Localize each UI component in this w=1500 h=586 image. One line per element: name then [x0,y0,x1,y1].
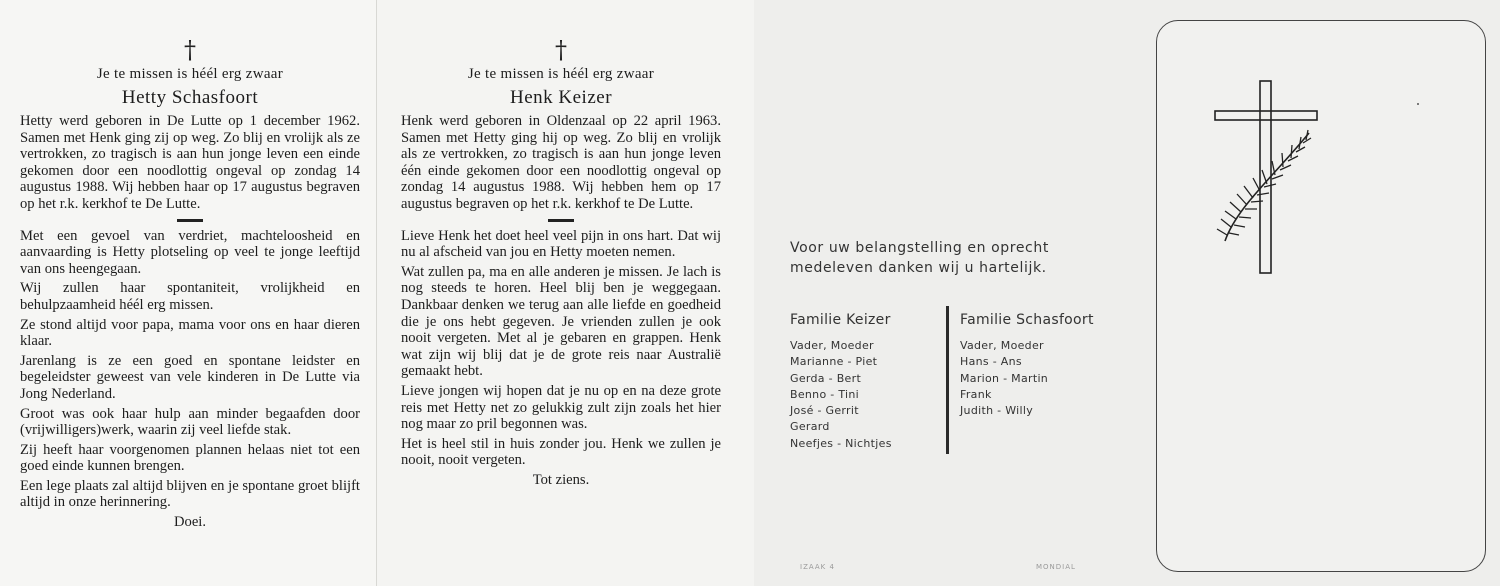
hetty-paragraph-4: Ze stond altijd voor papa, mama voor ons en haar dieren klaar. [20,316,360,350]
family-schasfoort [960,312,1120,419]
hetty-name: Hetty Schasfoort [121,87,259,108]
family-member: Gerard [790,420,830,434]
family-keizer-title: Familie Keizer [790,312,891,328]
hetty-panel [0,0,376,586]
hetty-paragraph-3: Wij zullen haar spontaniteit, vrolijkheid en behulpzaamheid héél erg missen. [20,280,360,313]
hetty-tagline: Je te missen is héél erg zwaar [96,66,284,82]
family-schasfoort-title: Familie Schasfoort [960,312,1094,328]
henk-paragraph-5: Het is heel stil in huis zonder jou. Henk we zullen je nooit, nooit vergeten. [401,435,721,469]
family-member: Frank [960,387,992,401]
henk-panel [376,0,754,586]
henk-paragraph-1: Henk werd geboren in Oldenzaal op 22 april 1963. Samen met Hetty ging hij op weg. Zo blij en vrolijk als ze vertrokken, zo tragisch is aan hun jonge leven één einde gekomen door een noodlottig ongeval op zondag 14 augustus 1988. Wij hebben hem op 17 augustus begraven op het r.k. kerkhof te De Lutte. [401,113,721,212]
hetty-paragraph-1: Hetty werd geboren in De Lutte op 1 december 1962. Samen met Henk ging zij op weg. Zo blij en vrolijk als ze vertrokken, zo tragisch is aan hun jonge leven een einde gekomen door een noodlottig ongeval op zondag 14 augustus 1988. Wij hebben haar op 17 augustus begraven op het r.k. kerkhof te De Lutte. [20,113,360,212]
hetty-paragraph-2: Met een gevoel van verdriet, machteloosheid en aanvaarding is Hetty plotseling op veel te jonge leeftijd van ons heengegaan. [20,227,360,277]
hetty-paragraph-7: Zij heeft haar voorgenomen plannen helaas niet tot een goed einde kunnen brengen. [20,441,360,475]
cover-panel [1140,0,1500,586]
family-divider [946,306,949,454]
family-member: Benno - Tini [790,387,860,401]
printer-mark: IZAAK 4 [800,563,835,571]
cross-with-palm-icon [1211,57,1331,297]
family-member: Gerda - Bert [790,371,862,385]
family-member: Marianne - Piet [790,355,878,369]
henk-column [401,38,721,489]
family-schasfoort-members [960,338,1120,419]
cross-icon: † [184,36,196,64]
hetty-paragraph-5: Jarenlang is ze een goed en spontane leidster en begeleidster geweest van vele kinderen in De Lutte via Jong Nederland. [20,352,360,402]
family-member: José - Gerrit [790,404,859,418]
henk-tagline: Je te missen is héél erg zwaar [467,66,655,82]
hetty-column [20,38,360,531]
henk-paragraph-2: Lieve Henk het doet heel veel pijn in ons hart. Dat wij nu al afscheid van jou en Hetty moeten nemen. [401,227,721,261]
henk-name: Henk Keizer [509,87,613,108]
family-member: Judith - Willy [960,404,1034,418]
family-member: Hans - Ans [960,355,1022,369]
cross-card [1156,20,1486,572]
divider [177,219,203,222]
henk-paragraph-3: Wat zullen pa, ma en alle anderen je missen. Je lach is nog steeds te horen. Heel blij ben je weggegaan. Dankbaar denken we terug aan alle liefde en goedheid die je ons hebt gegeven. Je vrienden zullen je ook nooit vergeten. Met al je gebaren en grappen. Henk wat zijn wij blij dat je de grote reis naar Australië gemaakt hebt. [401,263,721,380]
family-member: Vader, Moeder [960,339,1044,352]
family-member: Vader, Moeder [790,339,874,352]
henk-paragraph-4: Lieve jongen wij hopen dat je nu op en na deze grote reis met Hetty net zo gelukkig zult zijn zoals het hier nog maar zo pril begonnen was. [401,382,721,433]
family-keizer-members [790,338,940,452]
cross-icon: † [555,36,567,64]
hetty-paragraph-6: Groot was ook haar hulp aan minder begaafden door (vrijwilligers)werk, waarin zij veel liefde stak. [20,405,360,439]
thanks-panel [754,0,1140,586]
family-member: Neefjes - Nichtjes [790,436,892,450]
divider [548,219,574,222]
hetty-paragraph-8: Een lege plaats zal altijd blijven en je spontane groet blijft altijd in onze herinnering. [20,477,360,511]
henk-closing: Tot ziens. [532,471,590,488]
family-member: Marion - Martin [960,371,1049,385]
hetty-closing: Doei. [173,514,207,531]
thanks-text: Voor uw belangstelling en oprecht medeleven danken wij u hartelijk. [790,240,1049,276]
family-keizer [790,312,940,452]
speck [1417,103,1419,105]
brand-mark: MONDIAL [1036,563,1076,571]
